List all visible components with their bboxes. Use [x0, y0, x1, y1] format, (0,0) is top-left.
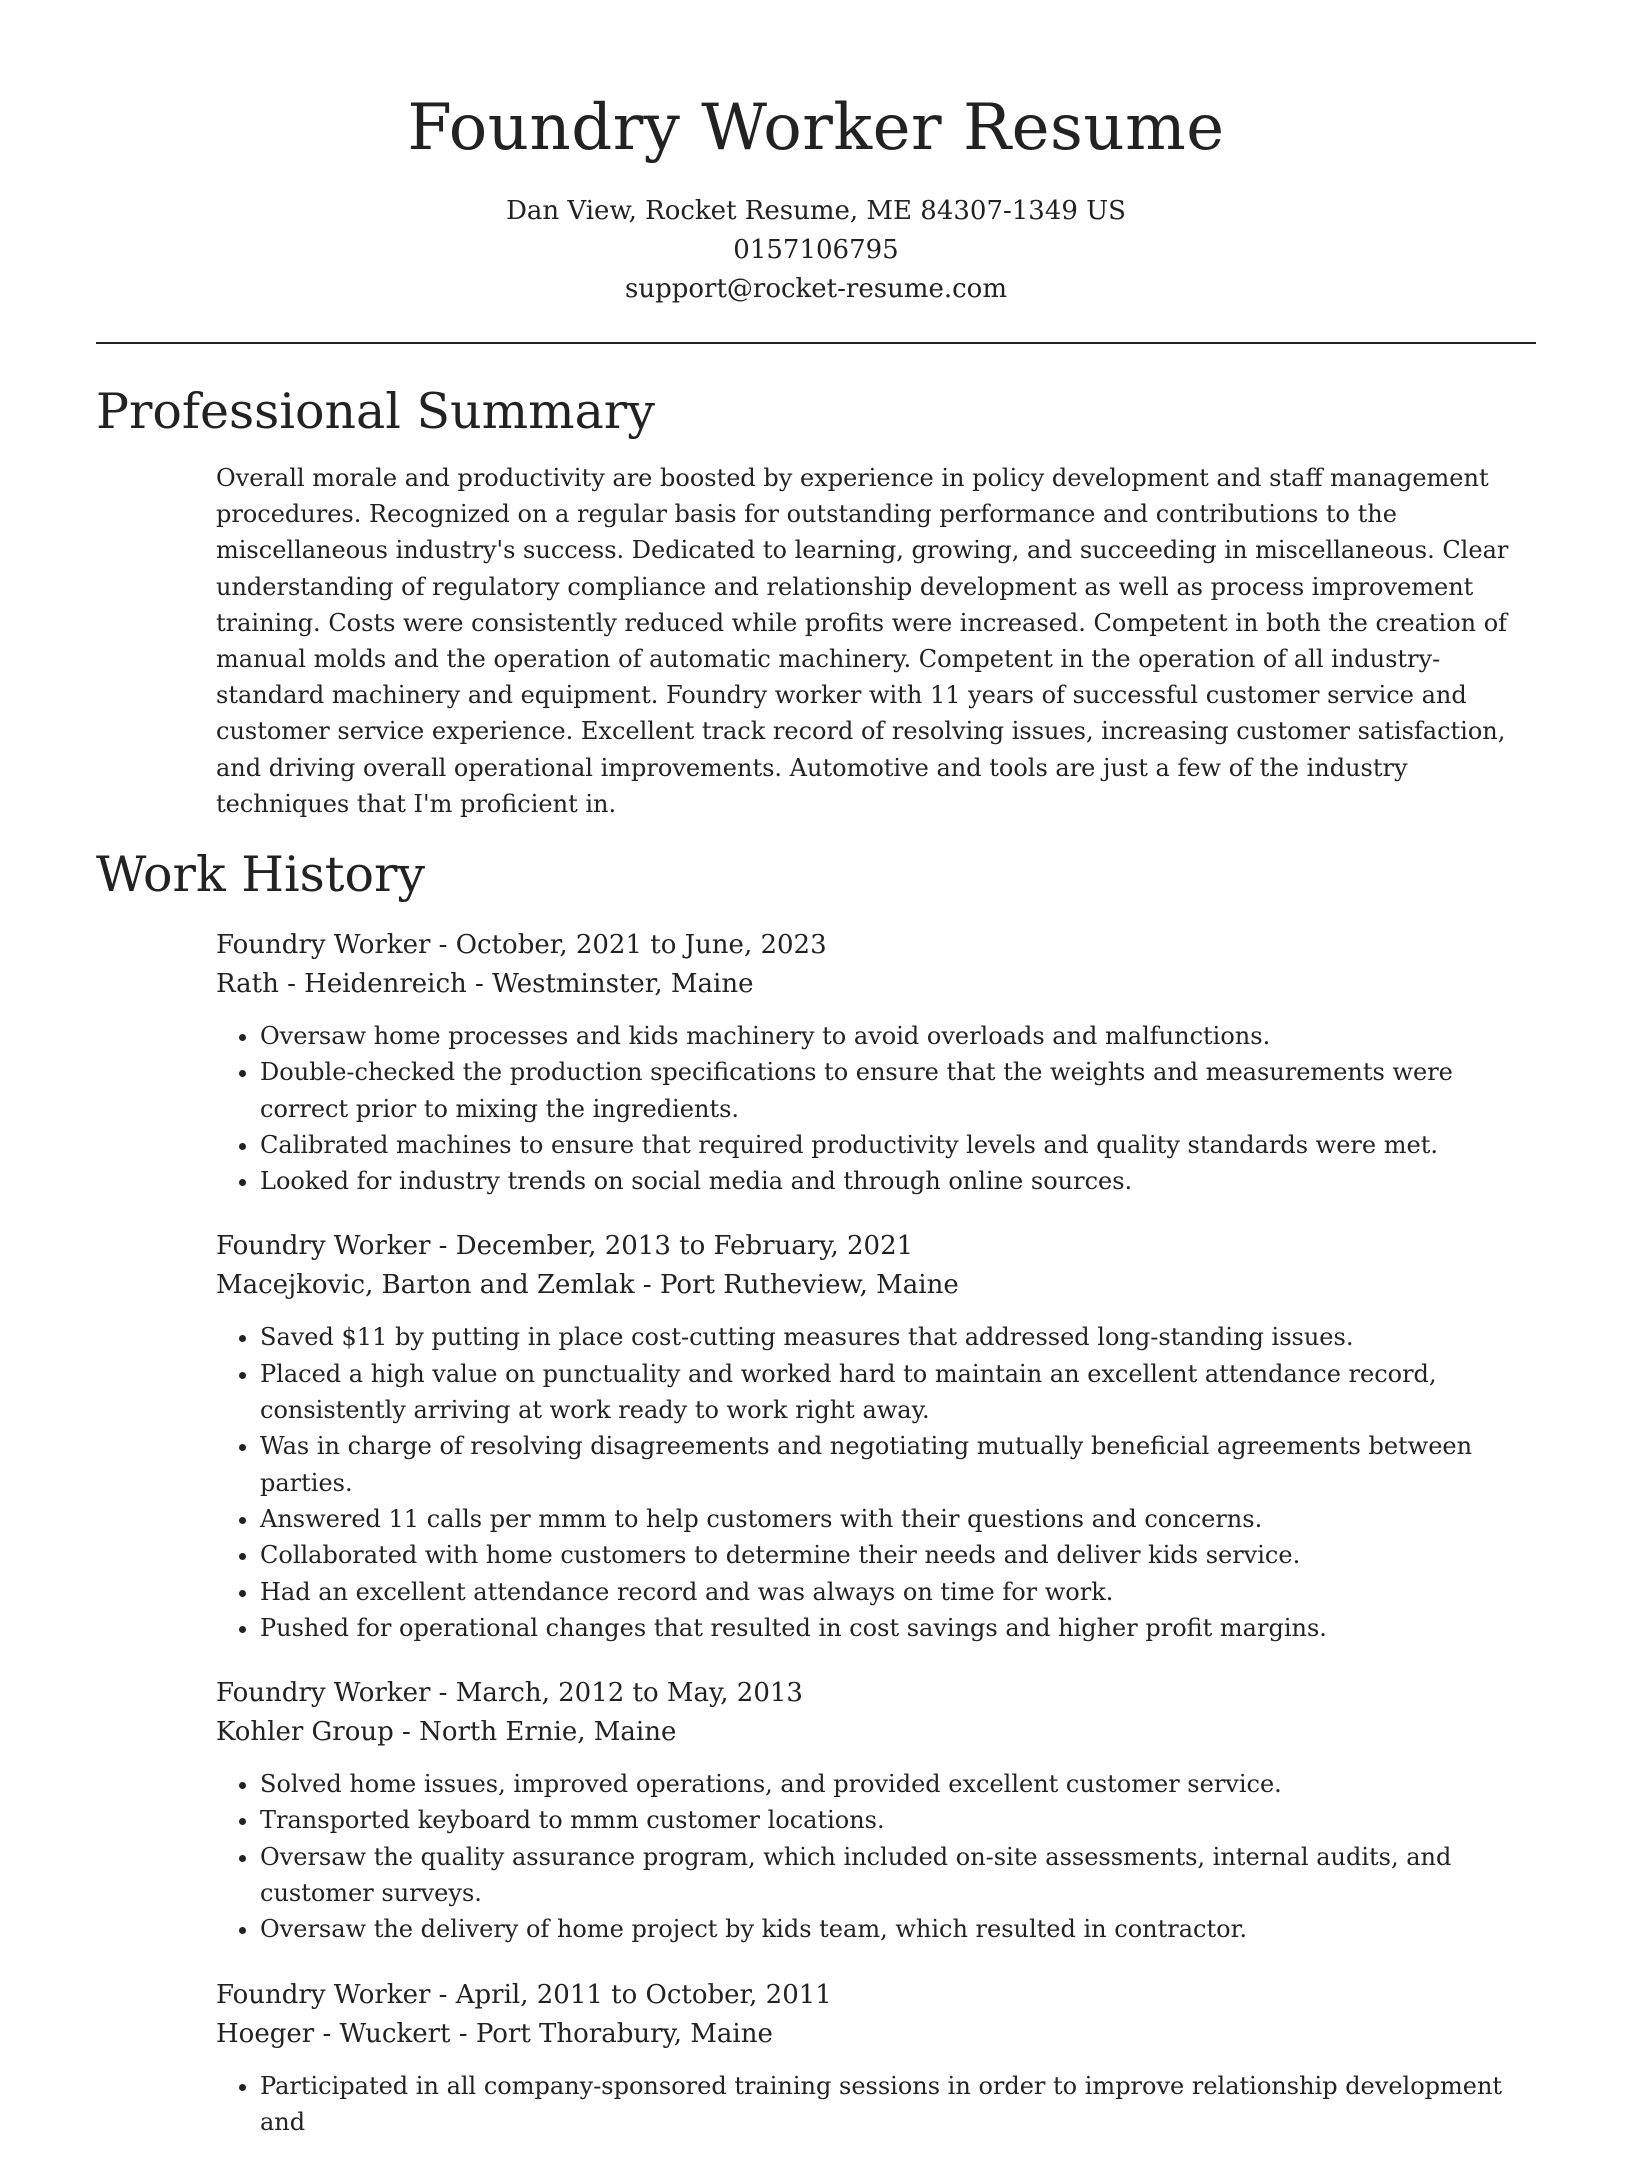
job-bullets — [216, 1766, 1536, 1947]
resume-header — [0, 0, 1632, 309]
job-location: North Ernie, Maine — [419, 1717, 677, 1748]
job-bullet: • Saved $11 by putting in place cost-cutting measures that addressed long-standing issues. — [260, 1319, 1536, 1355]
job-title-line — [216, 1674, 1536, 1713]
job-bullet: • Oversaw the delivery of home project by kids team, which resulted in contractor. — [260, 1911, 1536, 1947]
job-separator: - — [634, 1270, 660, 1301]
job-location: Westminster, Maine — [492, 969, 754, 999]
job-separator: - — [466, 969, 493, 999]
job-dates: April, 2011 to October, 2011 — [455, 1979, 832, 2010]
job-location: Port Rutheview, Maine — [659, 1270, 959, 1301]
job-bullet: • Double-checked the production specifications to ensure that the weights and measurements were correct prior to mixing the ingredients. — [260, 1054, 1536, 1127]
job-entry — [216, 1674, 1536, 1947]
job-title: Foundry Worker — [216, 1979, 431, 2010]
job-dates: March, 2012 to May, 2013 — [455, 1678, 803, 1709]
job-bullet: • Solved home issues, improved operations, and provided excellent customer service. — [260, 1766, 1536, 1802]
job-entry — [216, 926, 1536, 1199]
job-title: Foundry Worker — [216, 1231, 431, 1262]
job-bullets — [216, 1319, 1536, 1646]
job-bullets — [216, 2068, 1536, 2141]
contact-email: support@rocket-resume.com — [624, 274, 1007, 304]
job-company-line — [216, 2015, 1536, 2054]
job-separator: - — [393, 1717, 420, 1748]
job-bullet: • Was in charge of resolving disagreements and negotiating mutually beneficial agreements between parties. — [260, 1428, 1536, 1501]
job-title: Foundry Worker — [216, 930, 431, 960]
job-company: Hoeger - Wuckert — [216, 2018, 451, 2049]
job-company: Rath - Heidenreich — [216, 969, 467, 999]
work-history-heading: Work History — [96, 846, 426, 903]
job-bullet: • Oversaw the quality assurance program, which included on-site assessments, internal audits, and customer surveys. — [260, 1839, 1536, 1912]
summary-text: Overall morale and productivity are boosted by experience in policy development and staff management procedures. Recognized on a regular basis for outstanding performance and contributions to the miscellaneous industry's success. Dedicated to learning, growing, and succeeding in miscellaneous. Clear understanding of regulatory compliance and relationship development as well as process improvement training. Costs were consistently reduced while profits were increased. Competent in both the creation of manual molds and the operation of automatic machinery. Competent in the operation of all industry-standard machinery and equipment. Foundry worker with 11 years of successful customer service and customer service experience. Excellent track record of resolving issues, increasing customer satisfaction, and driving overall operational improvements. Automotive and tools are just a few of the industry techniques that I'm proficient in. — [216, 464, 1509, 818]
job-company: Macejkovic, Barton and Zemlak — [216, 1270, 635, 1301]
job-bullet: • Pushed for operational changes that resulted in cost savings and higher profit margins. — [260, 1610, 1536, 1646]
contact-phone: 0157106795 — [733, 235, 899, 265]
job-location: Port Thorabury, Maine — [475, 2018, 773, 2049]
job-bullet: • Calibrated machines to ensure that required productivity levels and quality standards were met. — [260, 1127, 1536, 1163]
job-entry — [216, 1976, 1536, 2141]
resume-title: Foundry Worker Resume — [407, 91, 1225, 165]
contact-block — [0, 192, 1632, 309]
job-title-line — [216, 1976, 1536, 2015]
job-bullet: • Collaborated with home customers to determine their needs and deliver kids service. — [260, 1537, 1536, 1573]
contact-address: Dan View, Rocket Resume, ME 84307-1349 US — [506, 196, 1126, 226]
job-bullet: • Participated in all company-sponsored training sessions in order to improve relationship development and — [260, 2068, 1536, 2141]
job-title-line — [216, 926, 1536, 965]
job-bullet: • Transported keyboard to mmm customer locations. — [260, 1802, 1536, 1838]
job-company-line — [216, 1266, 1536, 1305]
job-bullets — [216, 1018, 1536, 1199]
work-history-list — [216, 926, 1536, 2168]
job-entry — [216, 1227, 1536, 1646]
summary-heading: Professional Summary — [96, 383, 655, 440]
job-separator: - — [430, 1231, 456, 1262]
job-separator: - — [450, 2018, 476, 2049]
header-divider — [96, 342, 1536, 344]
job-dates: December, 2013 to February, 2021 — [455, 1231, 914, 1262]
job-bullet: • Had an excellent attendance record and was always on time for work. — [260, 1574, 1536, 1610]
job-company: Kohler Group — [216, 1717, 394, 1748]
job-title: Foundry Worker — [216, 1678, 431, 1709]
job-separator: - — [430, 1678, 456, 1709]
job-separator: - — [430, 1979, 456, 2010]
job-company-line — [216, 1713, 1536, 1752]
job-separator: - — [430, 930, 456, 960]
job-title-line — [216, 1227, 1536, 1266]
job-company-line — [216, 965, 1536, 1004]
job-bullet: • Placed a high value on punctuality and worked hard to maintain an excellent attendance record, consistently arriving at work ready to work right away. — [260, 1356, 1536, 1429]
job-dates: October, 2021 to June, 2023 — [455, 930, 827, 960]
job-bullet: • Answered 11 calls per mmm to help customers with their questions and concerns. — [260, 1501, 1536, 1537]
job-bullet: • Looked for industry trends on social media and through online sources. — [260, 1163, 1536, 1199]
job-bullet: • Oversaw home processes and kids machinery to avoid overloads and malfunctions. — [260, 1018, 1536, 1054]
